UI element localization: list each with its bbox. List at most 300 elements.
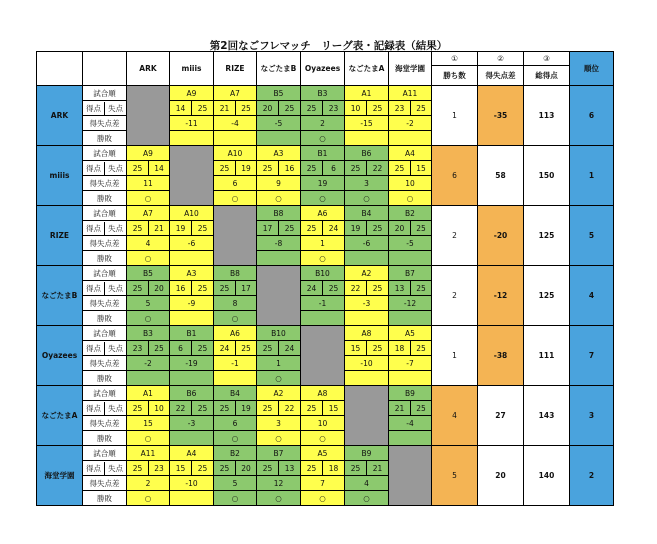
match-diff: 6	[214, 176, 257, 191]
wins-value: 4	[432, 386, 478, 446]
self-match-cell	[345, 386, 389, 446]
row-label-win: 勝敗	[83, 491, 127, 506]
match-diff: -1	[214, 356, 257, 371]
match-order: A9	[170, 86, 214, 101]
column-header-team: 海堂学園	[389, 52, 432, 86]
match-lost: 15	[411, 161, 432, 176]
row-label-lost: 失点	[108, 343, 123, 353]
match-diff: -5	[389, 236, 432, 251]
self-match-cell	[301, 326, 345, 386]
match-order: A7	[127, 206, 170, 221]
column-header-team: なごたまA	[345, 52, 389, 86]
match-order: A6	[301, 206, 345, 221]
match-lost: 25	[367, 281, 389, 296]
match-result: ○	[257, 371, 301, 386]
match-score: 21	[214, 101, 236, 116]
match-result: ○	[301, 491, 345, 506]
match-lost: 17	[236, 281, 257, 296]
match-diff: -2	[127, 356, 170, 371]
match-result	[389, 431, 432, 446]
match-result: ○	[345, 491, 389, 506]
match-diff: 19	[301, 176, 345, 191]
wins-value: 2	[432, 266, 478, 326]
match-result: ○	[127, 491, 170, 506]
match-lost: 14	[149, 161, 170, 176]
match-lost: 6	[323, 161, 345, 176]
row-label-diff: 得失点差	[83, 416, 127, 431]
match-result	[170, 491, 214, 506]
match-score: 24	[301, 281, 323, 296]
match-result: ○	[301, 131, 345, 146]
match-score: 21	[389, 401, 411, 416]
match-lost: 19	[236, 161, 257, 176]
match-diff: 10	[301, 416, 345, 431]
match-result	[214, 371, 257, 386]
row-label-win: 勝敗	[83, 371, 127, 386]
match-order: B1	[301, 146, 345, 161]
row-label-lost: 失点	[108, 163, 123, 173]
match-diff: -1	[301, 296, 345, 311]
total-value: 111	[524, 326, 570, 386]
match-diff: 15	[127, 416, 170, 431]
match-result: ○	[301, 251, 345, 266]
match-score: 13	[389, 281, 411, 296]
row-team-name: 海堂学園	[37, 446, 83, 506]
match-score: 25	[301, 161, 323, 176]
match-diff: 5	[127, 296, 170, 311]
match-result	[345, 311, 389, 326]
match-order: B1	[170, 326, 214, 341]
match-lost: 21	[367, 461, 389, 476]
row-label-win: 勝敗	[83, 311, 127, 326]
match-result: ○	[214, 191, 257, 206]
match-diff: -11	[170, 116, 214, 131]
row-label-score: 得点	[83, 342, 105, 355]
total-header: 総得点	[524, 66, 570, 86]
match-lost: 16	[279, 161, 301, 176]
match-diff: 4	[345, 476, 389, 491]
match-diff: -9	[170, 296, 214, 311]
column-header-team: miiis	[170, 52, 214, 86]
match-score: 24	[214, 341, 236, 356]
corner-cell	[37, 52, 83, 86]
match-lost: 19	[236, 401, 257, 416]
match-lost: 20	[149, 281, 170, 296]
match-score: 18	[389, 341, 411, 356]
match-lost: 13	[279, 461, 301, 476]
rank-value: 4	[570, 266, 614, 326]
match-score: 25	[214, 401, 236, 416]
rank-header: 順位	[570, 52, 614, 86]
match-result	[389, 311, 432, 326]
match-order: A5	[301, 446, 345, 461]
match-order: A3	[170, 266, 214, 281]
diff-value: -12	[478, 266, 524, 326]
wins-value: 2	[432, 206, 478, 266]
match-result	[389, 131, 432, 146]
wins-value: 6	[432, 146, 478, 206]
row-label-win: 勝敗	[83, 251, 127, 266]
match-order: B9	[389, 386, 432, 401]
row-label-win: 勝敗	[83, 191, 127, 206]
row-label-score: 得点	[83, 162, 105, 175]
match-diff: 3	[257, 416, 301, 431]
match-order: A6	[214, 326, 257, 341]
rank-value: 1	[570, 146, 614, 206]
match-lost: 25	[411, 221, 432, 236]
diff-value: 20	[478, 446, 524, 506]
row-label-order: 試合順	[83, 206, 127, 221]
match-lost: 23	[323, 101, 345, 116]
match-result: ○	[127, 251, 170, 266]
match-score: 25	[127, 401, 149, 416]
match-result: ○	[301, 431, 345, 446]
match-lost: 25	[236, 341, 257, 356]
match-lost: 25	[192, 281, 214, 296]
match-order: A2	[257, 386, 301, 401]
match-order: B8	[257, 206, 301, 221]
match-lost: 23	[149, 461, 170, 476]
match-result	[214, 131, 257, 146]
row-label-score-lost	[83, 461, 127, 476]
match-diff: -2	[389, 116, 432, 131]
match-diff: -7	[389, 356, 432, 371]
match-lost: 21	[149, 221, 170, 236]
match-diff: -6	[170, 236, 214, 251]
match-diff: -10	[345, 356, 389, 371]
match-order: A2	[345, 266, 389, 281]
match-result: ○	[127, 311, 170, 326]
match-diff: 1	[257, 356, 301, 371]
match-diff: 4	[127, 236, 170, 251]
match-score: 23	[389, 101, 411, 116]
league-table	[36, 51, 614, 506]
rank-value: 6	[570, 86, 614, 146]
match-order: B4	[214, 386, 257, 401]
match-result	[389, 371, 432, 386]
match-order: A1	[345, 86, 389, 101]
match-diff: 10	[389, 176, 432, 191]
row-label-order: 試合順	[83, 446, 127, 461]
match-diff: -10	[170, 476, 214, 491]
self-match-cell	[257, 266, 301, 326]
row-label-lost: 失点	[108, 103, 123, 113]
match-lost: 24	[323, 221, 345, 236]
match-result	[257, 251, 301, 266]
match-result: ○	[127, 431, 170, 446]
match-result	[170, 431, 214, 446]
match-lost: 25	[411, 401, 432, 416]
match-lost: 22	[367, 161, 389, 176]
row-label-score: 得点	[83, 462, 105, 475]
match-result: ○	[257, 191, 301, 206]
match-diff: 9	[257, 176, 301, 191]
match-order: A9	[127, 146, 170, 161]
match-lost: 20	[236, 461, 257, 476]
match-order: B8	[214, 266, 257, 281]
match-score: 15	[345, 341, 367, 356]
match-score: 25	[214, 281, 236, 296]
row-label-lost: 失点	[108, 463, 123, 473]
column-header-team: ARK	[127, 52, 170, 86]
column-header-team: なごたまB	[257, 52, 301, 86]
match-diff: -15	[345, 116, 389, 131]
self-match-cell	[170, 146, 214, 206]
match-result	[170, 251, 214, 266]
match-lost: 18	[323, 461, 345, 476]
match-result: ○	[214, 311, 257, 326]
match-result: ○	[214, 431, 257, 446]
match-lost: 25	[236, 101, 257, 116]
match-diff: -6	[345, 236, 389, 251]
match-diff: 7	[301, 476, 345, 491]
match-diff: -3	[170, 416, 214, 431]
row-label-diff: 得失点差	[83, 296, 127, 311]
match-score: 14	[170, 101, 192, 116]
match-score: 25	[127, 281, 149, 296]
match-order: B3	[127, 326, 170, 341]
match-diff: 3	[345, 176, 389, 191]
match-diff: 11	[127, 176, 170, 191]
rank-value: 3	[570, 386, 614, 446]
match-order: A4	[170, 446, 214, 461]
match-order: A8	[345, 326, 389, 341]
row-label-order: 試合順	[83, 86, 127, 101]
self-match-cell	[389, 446, 432, 506]
match-diff: 2	[127, 476, 170, 491]
match-score: 25	[257, 461, 279, 476]
row-label-lost: 失点	[108, 403, 123, 413]
row-label-score-lost	[83, 281, 127, 296]
match-score: 25	[257, 341, 279, 356]
rank-value: 5	[570, 206, 614, 266]
match-order: A11	[389, 86, 432, 101]
row-label-win: 勝敗	[83, 131, 127, 146]
match-diff: -12	[389, 296, 432, 311]
wins-header: 勝ち数	[432, 66, 478, 86]
match-order: B5	[257, 86, 301, 101]
row-team-name: miiis	[37, 146, 83, 206]
row-label-score-lost	[83, 341, 127, 356]
summary-num-1: ①	[432, 52, 478, 66]
match-lost: 25	[367, 221, 389, 236]
match-lost: 25	[192, 401, 214, 416]
match-order: A4	[389, 146, 432, 161]
match-score: 23	[127, 341, 149, 356]
row-label-diff: 得失点差	[83, 116, 127, 131]
total-value: 125	[524, 266, 570, 326]
match-lost: 25	[367, 341, 389, 356]
match-lost: 25	[279, 101, 301, 116]
row-label-diff: 得失点差	[83, 176, 127, 191]
match-result	[389, 251, 432, 266]
match-score: 25	[257, 161, 279, 176]
match-lost: 25	[279, 221, 301, 236]
row-label-score-lost	[83, 161, 127, 176]
match-order: A8	[301, 386, 345, 401]
match-result: ○	[214, 491, 257, 506]
row-label-order: 試合順	[83, 146, 127, 161]
row-label-win: 勝敗	[83, 431, 127, 446]
match-score: 25	[345, 461, 367, 476]
match-score: 10	[345, 101, 367, 116]
match-order: B5	[127, 266, 170, 281]
match-result	[301, 311, 345, 326]
column-header-team: RIZE	[214, 52, 257, 86]
match-lost: 25	[149, 341, 170, 356]
match-lost: 25	[411, 101, 432, 116]
match-score: 6	[170, 341, 192, 356]
column-header-team: Oyazees	[301, 52, 345, 86]
match-order: A10	[214, 146, 257, 161]
match-lost: 25	[192, 461, 214, 476]
match-score: 22	[170, 401, 192, 416]
match-result	[345, 131, 389, 146]
match-diff: 12	[257, 476, 301, 491]
match-score: 22	[345, 281, 367, 296]
match-result	[345, 371, 389, 386]
match-score: 19	[345, 221, 367, 236]
summary-num-2: ②	[478, 52, 524, 66]
self-match-cell	[127, 86, 170, 146]
match-score: 25	[214, 461, 236, 476]
match-score: 25	[389, 161, 411, 176]
match-score: 25	[301, 221, 323, 236]
match-score: 25	[257, 401, 279, 416]
match-diff: 6	[214, 416, 257, 431]
match-result: ○	[301, 191, 345, 206]
total-value: 113	[524, 86, 570, 146]
row-label-score-lost	[83, 221, 127, 236]
match-lost: 25	[323, 281, 345, 296]
match-result	[345, 251, 389, 266]
row-label-score: 得点	[83, 402, 105, 415]
match-lost: 25	[411, 281, 432, 296]
row-label-lost: 失点	[108, 223, 123, 233]
match-score: 25	[127, 221, 149, 236]
match-score: 25	[127, 161, 149, 176]
match-lost: 22	[279, 401, 301, 416]
self-match-cell	[214, 206, 257, 266]
match-lost: 25	[192, 101, 214, 116]
diff-value: -35	[478, 86, 524, 146]
match-order: A10	[170, 206, 214, 221]
match-score: 20	[389, 221, 411, 236]
match-order: B10	[257, 326, 301, 341]
match-lost: 25	[367, 101, 389, 116]
diff-header: 得失点差	[478, 66, 524, 86]
match-diff: 2	[301, 116, 345, 131]
match-score: 25	[214, 161, 236, 176]
match-diff: -4	[389, 416, 432, 431]
wins-value: 5	[432, 446, 478, 506]
match-result	[170, 311, 214, 326]
match-result: ○	[127, 191, 170, 206]
match-score: 25	[301, 101, 323, 116]
row-label-order: 試合順	[83, 326, 127, 341]
match-order: A11	[127, 446, 170, 461]
match-score: 25	[301, 401, 323, 416]
match-result	[257, 131, 301, 146]
row-label-diff: 得失点差	[83, 356, 127, 371]
diff-value: -38	[478, 326, 524, 386]
match-diff: 8	[214, 296, 257, 311]
match-score: 25	[127, 461, 149, 476]
diff-value: -20	[478, 206, 524, 266]
row-label-score: 得点	[83, 282, 105, 295]
match-order: A3	[257, 146, 301, 161]
match-order: B2	[389, 206, 432, 221]
match-result	[170, 131, 214, 146]
match-order: B9	[345, 446, 389, 461]
match-score: 20	[257, 101, 279, 116]
match-result: ○	[345, 191, 389, 206]
wins-value: 1	[432, 326, 478, 386]
match-order: B3	[301, 86, 345, 101]
total-value: 125	[524, 206, 570, 266]
match-order: A7	[214, 86, 257, 101]
match-lost: 25	[192, 221, 214, 236]
match-score: 17	[257, 221, 279, 236]
match-diff: -5	[257, 116, 301, 131]
match-order: B7	[389, 266, 432, 281]
rank-value: 7	[570, 326, 614, 386]
total-value: 150	[524, 146, 570, 206]
total-value: 140	[524, 446, 570, 506]
row-label-score: 得点	[83, 222, 105, 235]
row-team-name: Oyazees	[37, 326, 83, 386]
match-diff: 5	[214, 476, 257, 491]
row-team-name: ARK	[37, 86, 83, 146]
match-score: 25	[301, 461, 323, 476]
match-diff: -3	[345, 296, 389, 311]
match-score: 15	[170, 461, 192, 476]
diff-value: 58	[478, 146, 524, 206]
match-order: B6	[345, 146, 389, 161]
corner-cell-2	[83, 52, 127, 86]
match-result: ○	[257, 491, 301, 506]
row-team-name: なごたまA	[37, 386, 83, 446]
match-score: 19	[170, 221, 192, 236]
match-diff: -8	[257, 236, 301, 251]
row-label-order: 試合順	[83, 266, 127, 281]
row-label-diff: 得失点差	[83, 236, 127, 251]
match-order: B10	[301, 266, 345, 281]
diff-value: 27	[478, 386, 524, 446]
match-result	[127, 371, 170, 386]
match-lost: 25	[192, 341, 214, 356]
match-lost: 25	[411, 341, 432, 356]
row-label-score-lost	[83, 101, 127, 116]
match-order: B6	[170, 386, 214, 401]
match-score: 16	[170, 281, 192, 296]
match-score: 25	[345, 161, 367, 176]
summary-num-3: ③	[524, 52, 570, 66]
match-diff: 1	[301, 236, 345, 251]
row-label-score-lost	[83, 401, 127, 416]
row-label-order: 試合順	[83, 386, 127, 401]
match-result	[170, 371, 214, 386]
wins-value: 1	[432, 86, 478, 146]
match-order: A5	[389, 326, 432, 341]
match-lost: 10	[149, 401, 170, 416]
match-diff: -4	[214, 116, 257, 131]
total-value: 143	[524, 386, 570, 446]
match-result: ○	[389, 191, 432, 206]
row-team-name: RIZE	[37, 206, 83, 266]
match-lost: 24	[279, 341, 301, 356]
match-order: B7	[257, 446, 301, 461]
